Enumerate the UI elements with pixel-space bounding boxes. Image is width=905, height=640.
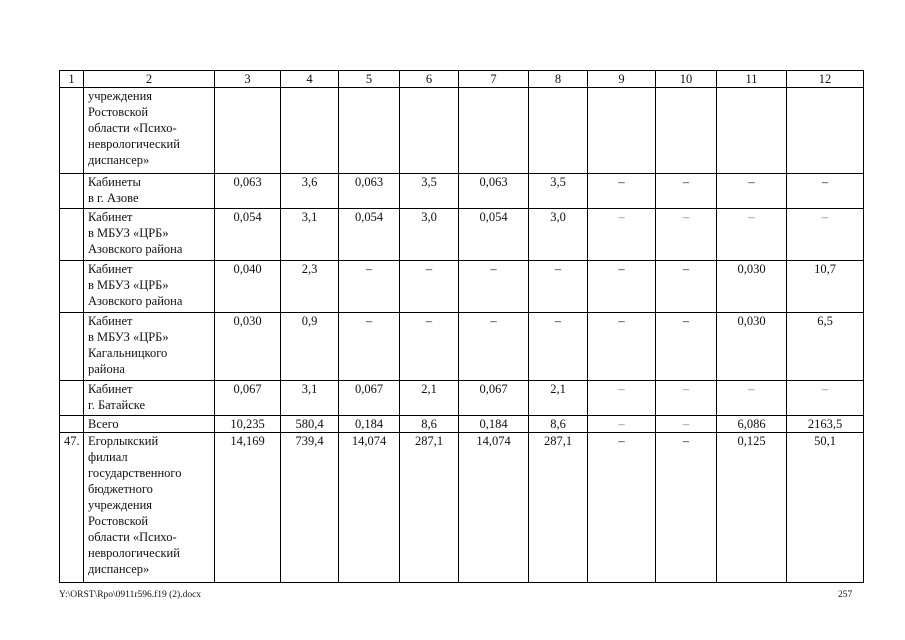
value-cell: – [400,261,459,313]
value-cell: 580,4 [281,416,339,433]
table-row [60,174,864,209]
table-row [60,381,864,416]
value-cell: – [787,209,864,261]
value-cell: – [787,381,864,416]
value-cell: 0,063 [339,174,400,209]
row-number-cell: 47. [60,433,84,583]
value-cell [459,88,529,174]
value-cell [787,88,864,174]
data-table [59,70,864,583]
header-cell: 7 [459,71,529,88]
value-cell: – [400,313,459,381]
value-cell: 0,030 [717,261,787,313]
value-cell: – [656,261,717,313]
value-cell: – [787,174,864,209]
value-cell: 0,054 [459,209,529,261]
value-cell: 287,1 [529,433,588,583]
value-cell: 3,5 [400,174,459,209]
row-name-cell: Кабинет в МБУЗ «ЦРБ» Азовского района [84,261,215,313]
value-cell: – [656,313,717,381]
table-row [60,88,864,174]
row-number-cell [60,313,84,381]
value-cell: 0,067 [215,381,281,416]
value-cell: 0,184 [339,416,400,433]
table-row [60,209,864,261]
value-cell: 6,086 [717,416,787,433]
value-cell: – [588,174,656,209]
row-name-cell: Всего [84,416,215,433]
value-cell: 3,5 [529,174,588,209]
row-name-cell: Кабинеты в г. Азове [84,174,215,209]
value-cell [281,88,339,174]
value-cell: 0,054 [339,209,400,261]
value-cell [400,88,459,174]
header-cell: 8 [529,71,588,88]
value-cell: 10,235 [215,416,281,433]
value-cell: 0,030 [215,313,281,381]
row-number-cell [60,88,84,174]
value-cell: – [529,313,588,381]
value-cell: 2163,5 [787,416,864,433]
header-cell: 11 [717,71,787,88]
value-cell [339,88,400,174]
footer-page-number: 257 [838,590,853,600]
header-cell: 4 [281,71,339,88]
value-cell: 8,6 [400,416,459,433]
value-cell: – [717,381,787,416]
value-cell: 2,3 [281,261,339,313]
value-cell: – [459,261,529,313]
header-cell: 6 [400,71,459,88]
value-cell: 0,063 [215,174,281,209]
table-row [60,433,864,583]
header-cell: 12 [787,71,864,88]
value-cell: – [339,313,400,381]
value-cell: 3,6 [281,174,339,209]
value-cell: 3,0 [400,209,459,261]
value-cell: 14,169 [215,433,281,583]
value-cell: 0,030 [717,313,787,381]
value-cell: – [588,209,656,261]
value-cell: – [656,381,717,416]
value-cell: 287,1 [400,433,459,583]
value-cell: 0,054 [215,209,281,261]
value-cell: 3,0 [529,209,588,261]
value-cell: 14,074 [459,433,529,583]
value-cell: 8,6 [529,416,588,433]
value-cell: 3,1 [281,209,339,261]
value-cell: 0,040 [215,261,281,313]
table-body [60,71,864,583]
value-cell: 0,063 [459,174,529,209]
header-cell: 2 [84,71,215,88]
header-cell: 1 [60,71,84,88]
row-number-cell [60,381,84,416]
table-row [60,416,864,433]
row-name-cell: учреждения Ростовской области «Психо- неврологический диспансер» [84,88,215,174]
value-cell: 0,9 [281,313,339,381]
header-cell: 10 [656,71,717,88]
value-cell: 6,5 [787,313,864,381]
row-number-cell [60,174,84,209]
footer-file-path: Y:\ORST\Rpo\0911r596.f19 (2).docx [59,590,202,600]
value-cell [656,88,717,174]
header-cell: 3 [215,71,281,88]
row-name-cell: Кабинет г. Батайске [84,381,215,416]
value-cell: 0,125 [717,433,787,583]
row-number-cell [60,416,84,433]
row-name-cell: Кабинет в МБУЗ «ЦРБ» Азовского района [84,209,215,261]
value-cell: – [656,416,717,433]
row-name-cell: Егорлыкский филиал государственного бюджетного учреждения Ростовской области «Психо- неврологический диспансер» [84,433,215,583]
header-cell: 9 [588,71,656,88]
value-cell: – [588,416,656,433]
value-cell: – [529,261,588,313]
value-cell: 10,7 [787,261,864,313]
value-cell: – [717,209,787,261]
value-cell: 2,1 [400,381,459,416]
value-cell: 14,074 [339,433,400,583]
value-cell: 0,184 [459,416,529,433]
row-number-cell [60,261,84,313]
value-cell: – [588,313,656,381]
row-number-cell [60,209,84,261]
value-cell: 50,1 [787,433,864,583]
table-row [60,261,864,313]
value-cell: – [656,209,717,261]
value-cell: – [717,174,787,209]
value-cell: 0,067 [339,381,400,416]
value-cell: 2,1 [529,381,588,416]
value-cell: – [588,381,656,416]
value-cell [717,88,787,174]
table-row [60,313,864,381]
value-cell: – [656,174,717,209]
value-cell: – [656,433,717,583]
value-cell: – [588,433,656,583]
value-cell: – [588,261,656,313]
header-cell: 5 [339,71,400,88]
value-cell: – [459,313,529,381]
value-cell [215,88,281,174]
value-cell: 0,067 [459,381,529,416]
value-cell: – [339,261,400,313]
header-row [60,71,864,88]
value-cell [529,88,588,174]
value-cell [588,88,656,174]
value-cell: 739,4 [281,433,339,583]
value-cell: 3,1 [281,381,339,416]
row-name-cell: Кабинет в МБУЗ «ЦРБ» Кагальницкого района [84,313,215,381]
